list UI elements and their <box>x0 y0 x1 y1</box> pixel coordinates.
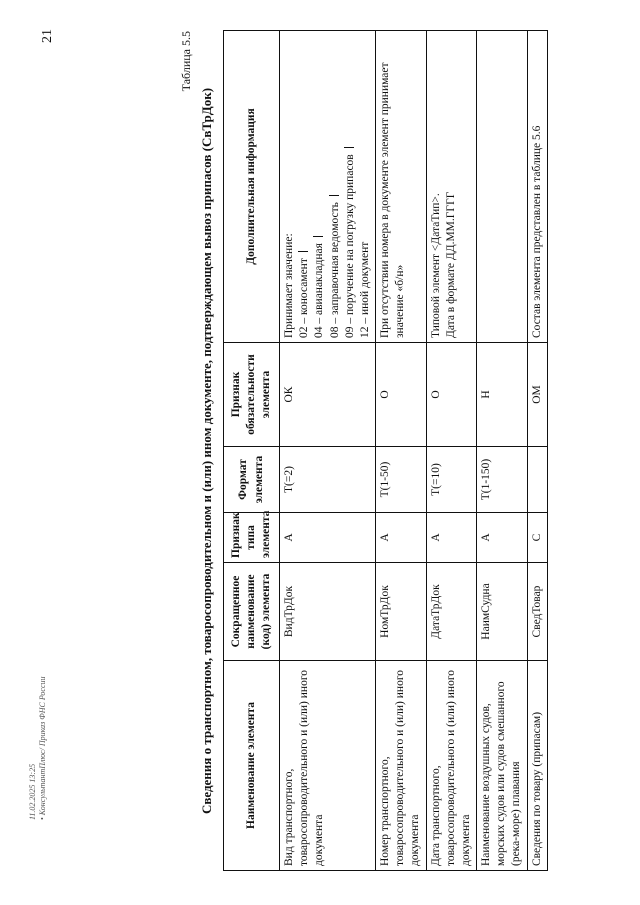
cell-required: ОМ <box>527 343 547 447</box>
info-text: 09 – поручение на погрузку припасов <box>343 154 356 338</box>
header-element-name: Наименование элемента <box>224 661 280 871</box>
table-row <box>426 31 477 871</box>
info-line-with-mark <box>312 35 327 338</box>
header-additional-info: Дополнительная информация <box>224 31 280 343</box>
info-line: Типовой элемент <ДатаТип>. <box>429 193 442 338</box>
table-title: Сведения о транспортном, товаросопроводительном и (или) ином документе, подтверждающем вывоз припасов (СвТрДок) <box>199 87 214 815</box>
cell-format <box>527 447 547 513</box>
cell-type: А <box>477 513 528 563</box>
cell-format: Т(=10) <box>426 447 477 513</box>
cell-format: Т(1-150) <box>477 447 528 513</box>
revision-mark <box>298 251 308 252</box>
cell-type: А <box>280 513 376 563</box>
info-line-with-mark <box>343 35 358 338</box>
revision-mark <box>344 147 354 148</box>
cell-name: Номер транспортного, товаросопроводительного и (или) иного документа <box>376 661 427 871</box>
rotated-page-content <box>171 31 543 871</box>
info-text: 04 – авианакладная <box>313 243 326 338</box>
stamp-line: • КонсультантПлюс/ Приказ ФНС России <box>38 676 47 820</box>
cell-format: Т(=2) <box>280 447 376 513</box>
elements-table <box>223 30 548 871</box>
info-line: Дата в формате ДД.ММ.ГГГГ <box>444 191 457 338</box>
header-element-type: Признак типа элемента <box>224 513 280 563</box>
cell-required: О <box>426 343 477 447</box>
header-element-format: Формат элемента <box>224 447 280 513</box>
table-row <box>280 31 376 871</box>
cell-type: А <box>376 513 427 563</box>
cell-info: Состав элемента представлен в таблице 5.6 <box>527 31 547 343</box>
cell-info <box>280 31 376 343</box>
info-line: Принимает значение: <box>283 233 295 338</box>
info-text: 08 – заправочная ведомость <box>328 202 341 338</box>
info-line-with-mark <box>297 35 312 338</box>
header-element-required: Признак обязательности элемента <box>224 343 280 447</box>
revision-mark <box>313 236 323 237</box>
cell-required: ОК <box>280 343 376 447</box>
cell-required: О <box>376 343 427 447</box>
cell-name: Дата транспортного, товаросопроводительного и (или) иного документа <box>426 661 477 871</box>
cell-required: Н <box>477 343 528 447</box>
cell-code: СведТовар <box>527 563 547 661</box>
revision-mark <box>329 195 339 196</box>
cell-info <box>426 31 477 343</box>
info-text: 02 – коносамент <box>298 258 311 338</box>
header-element-code: Сокращенное наименование (код) элемента <box>224 563 280 661</box>
cell-info: При отсутствии номера в документе элемент принимает значение «б/н» <box>376 31 427 343</box>
table-header-row <box>224 31 280 871</box>
table-caption: Таблица 5.5 <box>179 31 193 92</box>
cell-code: НаимСудна <box>477 563 528 661</box>
info-line: 12 – иной документ <box>358 241 371 338</box>
table-row <box>477 31 528 871</box>
cell-code: ДатаТрДок <box>426 563 477 661</box>
info-line-with-mark <box>328 35 343 338</box>
document-stamp <box>28 676 48 820</box>
cell-format: Т(1-50) <box>376 447 427 513</box>
page-number: 21 <box>40 29 55 43</box>
cell-code: НомТрДок <box>376 563 427 661</box>
stamp-line: 11.02.2025 13:25 <box>28 763 37 820</box>
cell-info <box>477 31 528 343</box>
table-row <box>376 31 427 871</box>
cell-name: Вид транспортного, товаросопроводительного и (или) иного документа <box>280 661 376 871</box>
cell-type: С <box>527 513 547 563</box>
cell-code: ВидТрДок <box>280 563 376 661</box>
cell-name: Сведения по товару (припасам) <box>527 661 547 871</box>
cell-type: А <box>426 513 477 563</box>
table-row <box>527 31 547 871</box>
cell-name: Наименование воздушных судов, морских судов или судов смешанного (река-море) плавания <box>477 661 528 871</box>
